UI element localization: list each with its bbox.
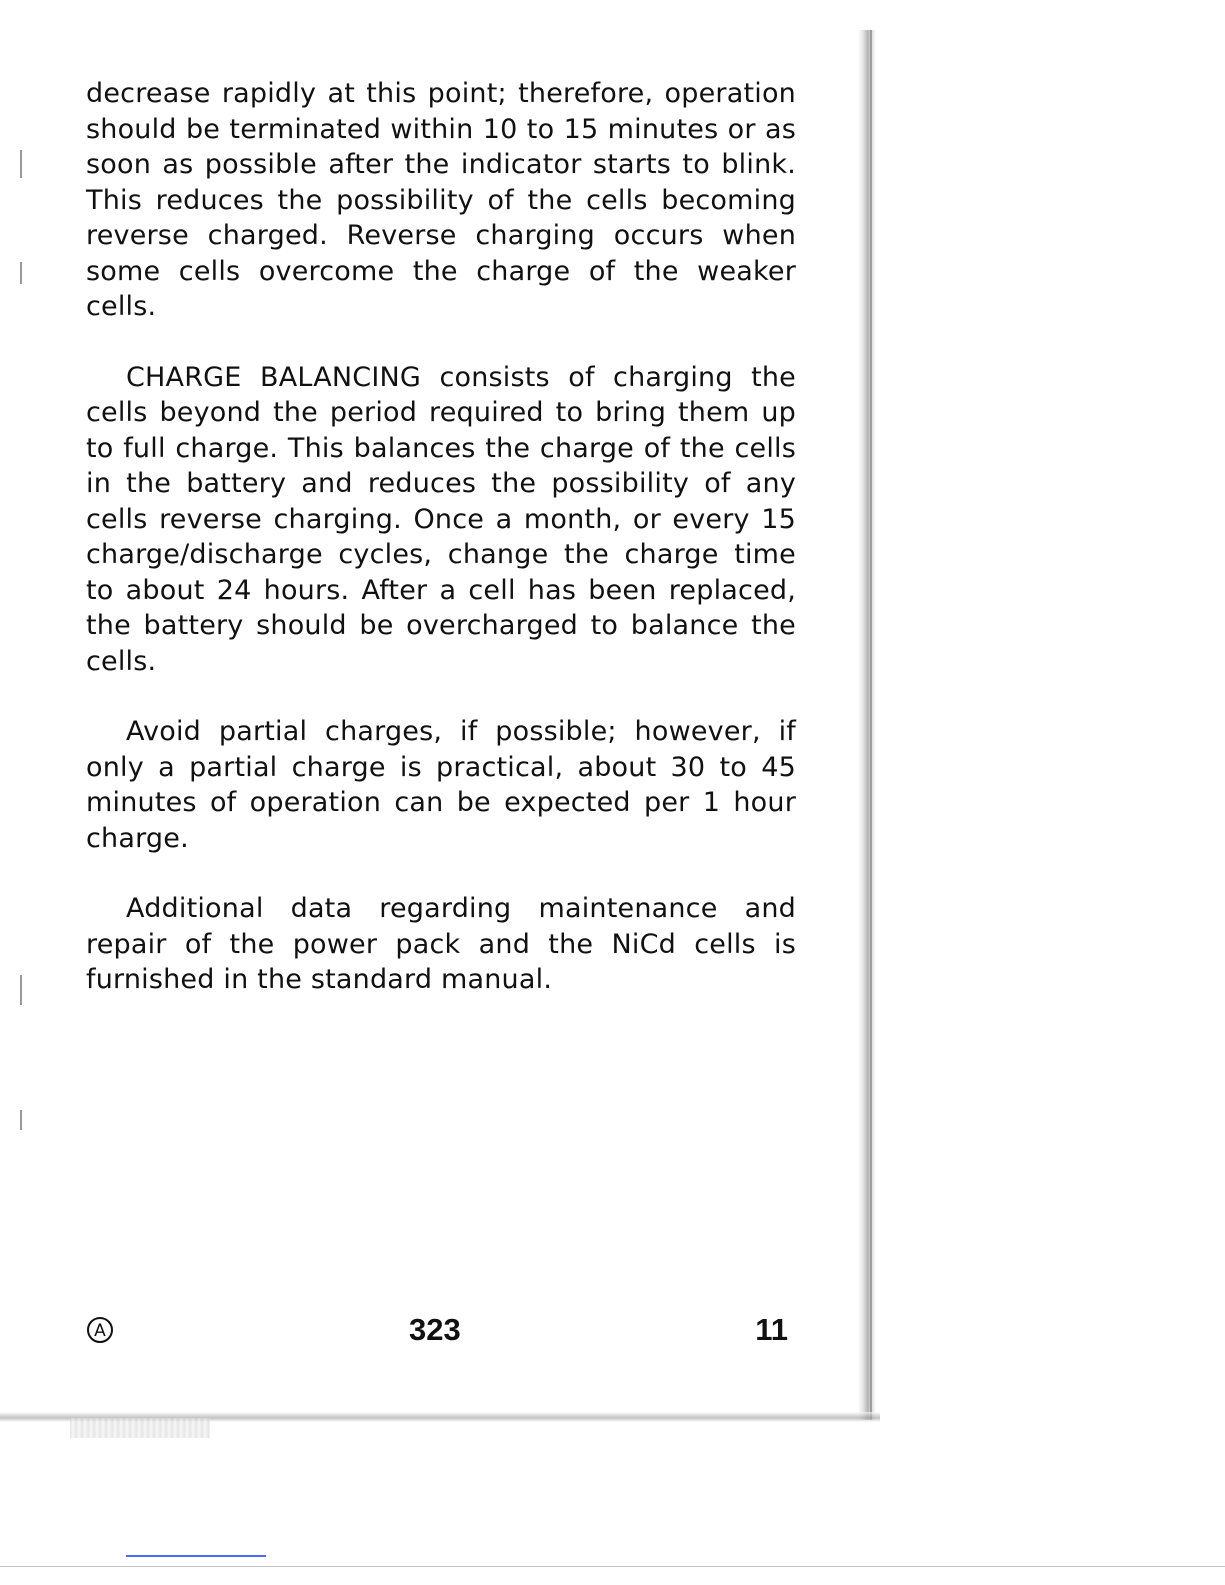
scan-spine-line — [870, 30, 872, 1420]
paragraph-4: Additional data regarding maintenance and repair of the power pack and the NiCd cells is furnished in the standard manual. — [86, 893, 796, 995]
paragraph-3: Avoid partial charges, if possible; however, if only a partial charge is practical, about 30 to 45 minutes of operation can be expected per 1 hour charge. — [86, 716, 796, 854]
paragraph-1: decrease rapidly at this point; therefore, operation should be terminated within 10 to 15 minutes or as soon as possible after the indicator starts to blink. This reduces the possibility of the cells becoming reverse charged. Reverse charging occurs when some cells overcome the charge of the weaker cells. — [86, 78, 796, 322]
body-text — [86, 76, 796, 1033]
paragraph-2: CHARGE BALANCING consists of charging the cells beyond the period required to bring them up to full charge. This balances the charge of the cells in the battery and reduces the possibility of any cells reverse charging. Once a month, or every 15 charge/discharge cycles, change the charge time to about 24 hours. After a cell has been replaced, the battery should be overcharged to balance the cells. — [86, 361, 796, 677]
scan-left-tick — [20, 262, 22, 284]
scan-bottom-smudge — [70, 1418, 210, 1438]
circled-a-icon — [86, 1316, 114, 1344]
scan-blue-mark — [126, 1555, 266, 1557]
page-number: 11 — [755, 1312, 788, 1347]
footer-code: 323 — [409, 1312, 461, 1347]
scan-left-tick — [20, 975, 22, 1005]
scan-left-tick — [20, 1110, 22, 1130]
scan-spine-shadow — [858, 30, 876, 1420]
scan-bottom-rule — [0, 1566, 1225, 1567]
page-footer — [86, 1312, 796, 1356]
circled-a-letter: A — [94, 1321, 106, 1341]
scan-left-tick — [20, 150, 22, 178]
